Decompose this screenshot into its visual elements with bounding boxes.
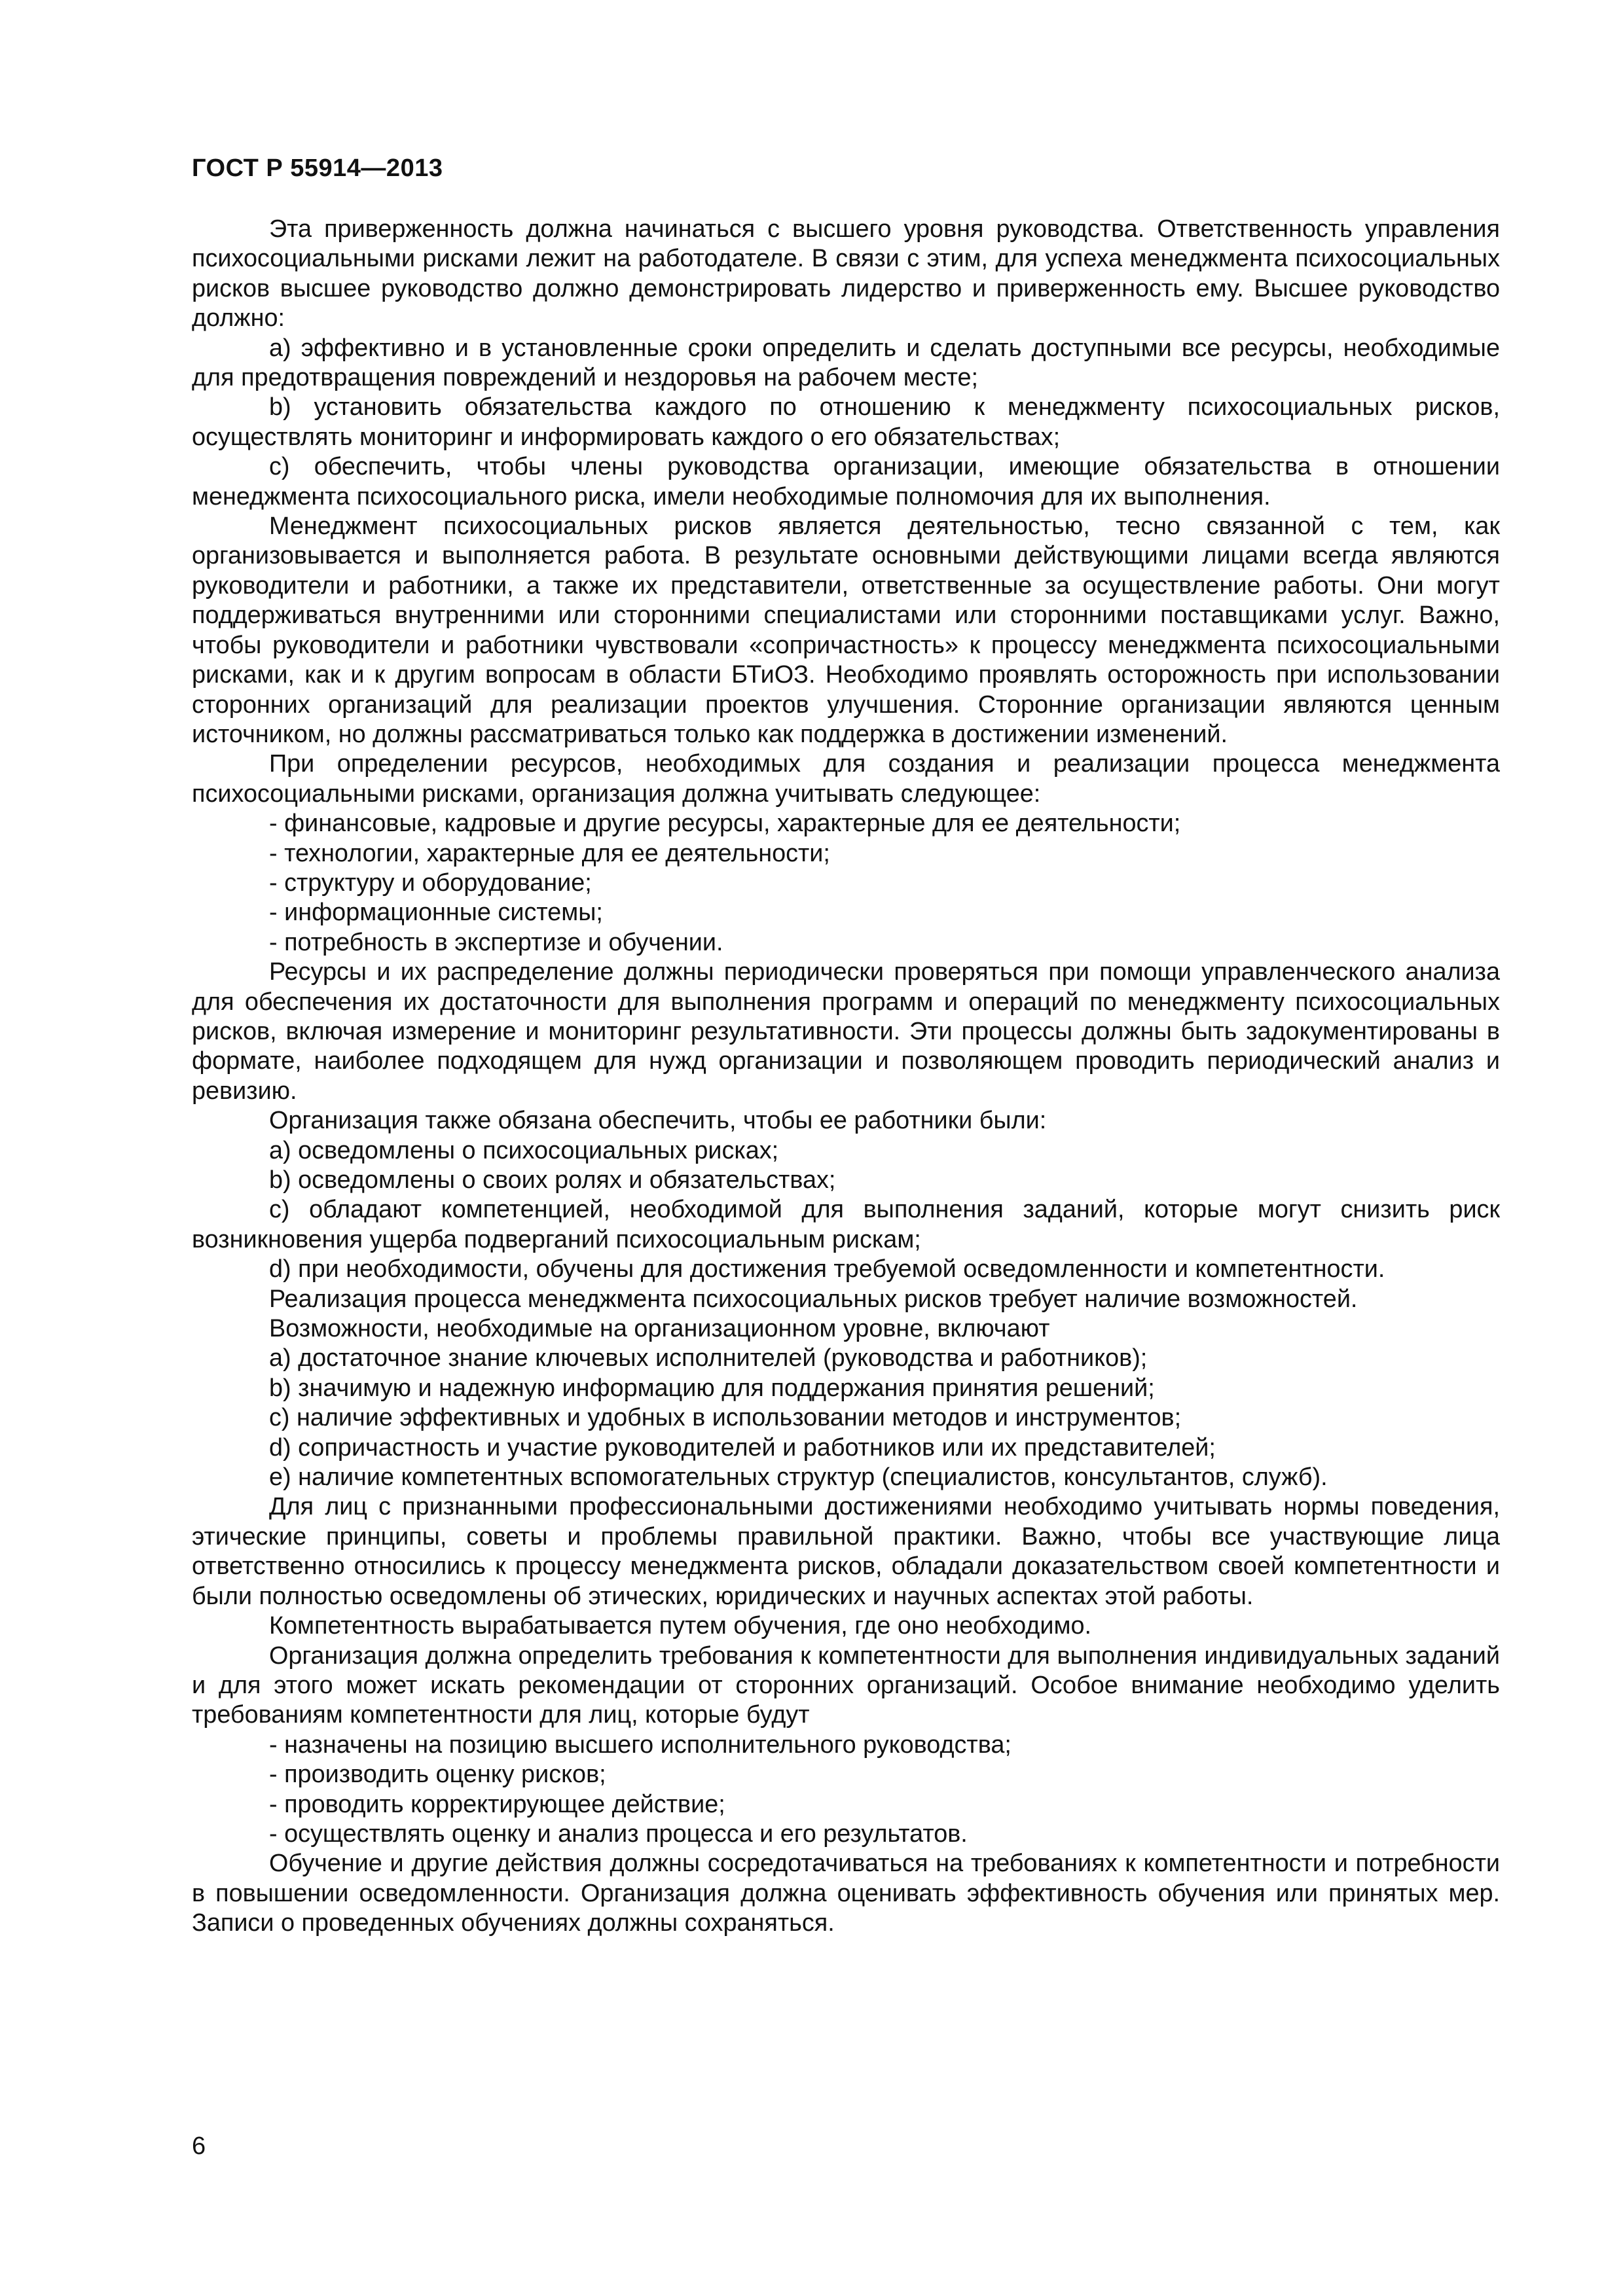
standard-header: ГОСТ Р 55914—2013 xyxy=(192,154,443,182)
paragraph: Возможности, необходимые на организационном уровне, включают xyxy=(269,1315,1050,1343)
paragraph: Обучение и другие действия должны сосредотачиваться на требованиях к компетентности и потребности в повышении осведомленности. Организация должна оценивать эффективность обучения или принятых мер. Записи о проведенных обучениях должны сохраняться. xyxy=(192,1850,1500,1937)
list-item: - технологии, характерные для ее деятельности; xyxy=(269,839,830,867)
paragraph: Менеджмент психосоциальных рисков является деятельностью, тесно связанной с тем, как организовывается и выполняется работа. В результате основными действующими лицами всегда являются руководители и работники, а также их представители, ответственные за осуществление работы. Они могут поддерживаться внутренними или сторонними специалистами или сторонними поставщиками услуг. Важно, чтобы руководители и работники чувствовали «сопричастность» к процессу менеджмента психосоциальными рисками, как и к другим вопросам в области БТиОЗ. Необходимо проявлять осторожность при использовании сторонних организаций для реализации проектов улучшения. Сторонние организации являются ценным источником, но должны рассматриваться только как поддержка в достижении изменений. xyxy=(192,512,1500,748)
paragraph: Для лиц с признанными профессиональными достижениями необходимо учитывать нормы поведения, этические принципы, советы и проблемы правильной практики. Важно, чтобы все участвующие лица ответственно относились к процессу менеджмента рисков, обладали доказательством своей компетентности и были полностью осведомлены об этических, юридических и научных аспектах этой работы. xyxy=(192,1493,1500,1610)
list-item: a) осведомлены о психосоциальных рисках; xyxy=(269,1136,779,1164)
list-item: - проводить корректирующее действие; xyxy=(269,1790,725,1818)
list-item: a) эффективно и в установленные сроки определить и сделать доступными все ресурсы, необходимые для предотвращения повреждений и нездоровья на рабочем месте; xyxy=(192,334,1500,392)
list-item: c) обеспечить, чтобы члены руководства организации, имеющие обязательства в отношении менеджмента психосоциального риска, имели необходимые полномочия для их выполнения. xyxy=(192,453,1500,511)
paragraph: Компетентность вырабатывается путем обучения, где оно необходимо. xyxy=(269,1612,1091,1640)
paragraph: Эта приверженность должна начинаться с высшего уровня руководства. Ответственность управления психосоциальными рисками лежит на работодателе. В связи с этим, для успеха менеджмента психосоциальных рисков высшее руководство должно демонстрировать лидерство и приверженность ему. Высшее руководство должно: xyxy=(192,215,1500,332)
list-item: c) наличие эффективных и удобных в использовании методов и инструментов; xyxy=(269,1404,1182,1432)
paragraph: При определении ресурсов, необходимых для создания и реализации процесса менеджмента психосоциальными рисками, организация должна учитывать следующее: xyxy=(192,750,1500,808)
paragraph: Организация также обязана обеспечить, чтобы ее работники были: xyxy=(269,1107,1047,1135)
list-item: - информационные системы; xyxy=(269,899,603,927)
paragraph: Ресурсы и их распределение должны периодически проверяться при помощи управленческого анализа для обеспечения их достаточности для выполнения программ и операций по менеджменту психосоциальных рисков, включая измерение и мониторинг результативности. Эти процессы должны быть задокументированы в формате, наиболее подходящем для нужд организации и позволяющем проводить периодический анализ и ревизию. xyxy=(192,958,1500,1105)
list-item: - структуру и оборудование; xyxy=(269,869,592,897)
list-item: - потребность в экспертизе и обучении. xyxy=(269,928,723,956)
list-item: - осуществлять оценку и анализ процесса и его результатов. xyxy=(269,1820,968,1848)
paragraph: Реализация процесса менеджмента психосоциальных рисков требует наличие возможностей. xyxy=(269,1285,1358,1313)
list-item: a) достаточное знание ключевых исполнителей (руководства и работников); xyxy=(269,1344,1148,1372)
list-item: b) осведомлены о своих ролях и обязательствах; xyxy=(269,1166,836,1194)
paragraph: Организация должна определить требования к компетентности для выполнения индивидуальных заданий и для этого может искать рекомендации от сторонних организаций. Особое внимание необходимо уделить требованиям компетентности для лиц, которые будут xyxy=(192,1641,1500,1729)
list-item: d) при необходимости, обучены для достижения требуемой осведомленности и компетентности. xyxy=(269,1255,1385,1283)
page-number: 6 xyxy=(192,2132,206,2160)
list-item: - производить оценку рисков; xyxy=(269,1761,606,1789)
list-item: - назначены на позицию высшего исполнительного руководства; xyxy=(269,1731,1012,1759)
list-item: d) сопричастность и участие руководителей и работников или их представителей; xyxy=(269,1433,1216,1462)
list-item: e) наличие компетентных вспомогательных структур (специалистов, консультантов, служб). xyxy=(269,1463,1328,1492)
body-text xyxy=(192,215,1500,1939)
list-item: b) значимую и надежную информацию для поддержания принятия решений; xyxy=(269,1374,1155,1402)
list-item: - финансовые, кадровые и другие ресурсы, характерные для ее деятельности; xyxy=(269,810,1181,838)
list-item: b) установить обязательства каждого по отношению к менеджменту психосоциальных рисков, осуществлять мониторинг и информировать каждого о его обязательствах; xyxy=(192,393,1500,451)
list-item: c) обладают компетенцией, необходимой для выполнения заданий, которые могут снизить риск возникновения ущерба подверганий психосоциальным рискам; xyxy=(192,1196,1500,1253)
